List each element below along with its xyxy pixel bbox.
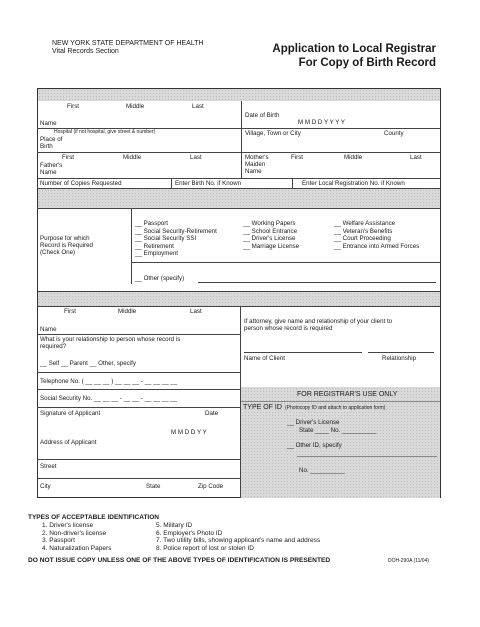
applicant-last-label: Last — [190, 308, 202, 315]
id-type-3: 3. Passport — [42, 537, 75, 545]
relationship-options[interactable]: __ Self __ Parent __ Other, specify — [40, 360, 136, 367]
id-type-5: 5. Military ID — [156, 522, 193, 529]
ssn-field[interactable]: Social Security No. __ __ __ - __ __ - __ __ __ __ — [40, 395, 178, 402]
id-types-left — [42, 522, 111, 552]
purpose-school-entrance[interactable]: __ School Entrance — [243, 227, 298, 235]
state-no-field[interactable]: State ____ No. __________ — [299, 427, 377, 434]
applicant-middle-label: Middle — [118, 308, 137, 315]
id-types-right — [156, 522, 320, 552]
father-label-2: Name — [40, 169, 57, 176]
hospital-label: Hospital (if not hospital, give street & number) — [54, 129, 156, 135]
subject-name-label: Name — [40, 120, 57, 127]
application-form — [37, 88, 441, 498]
state-label: State — [146, 483, 161, 490]
signature-date-format: M M D D Y Y — [171, 429, 207, 436]
form-title — [232, 42, 436, 70]
relationship-question-2: required? — [40, 343, 67, 350]
mother-label-3: Name — [245, 168, 262, 175]
mother-label-1: Mother's — [245, 154, 269, 161]
drivers-license-option[interactable]: __ Driver's License — [287, 419, 340, 426]
purpose-col-2 — [243, 220, 299, 250]
attorney-text-2: person whose record is required — [244, 325, 333, 332]
mother-middle-label: Middle — [344, 154, 363, 161]
purpose-working-papers[interactable]: __ Working Papers — [243, 220, 296, 227]
shaded-band-lower — [38, 292, 440, 306]
county-label: County — [384, 130, 404, 137]
subject-first-label: First — [67, 103, 80, 110]
id-type-6: 6. Employer's Photo ID — [156, 529, 223, 537]
purpose-label-2: Record is Required — [40, 242, 93, 249]
registrar-title: FOR REGISTRAR'S USE ONLY — [297, 391, 398, 398]
section-name: Vital Records Section — [52, 48, 119, 55]
subject-middle-label: Middle — [126, 103, 145, 110]
id-type-1: 1. Driver's license — [42, 522, 94, 529]
form-number: DOH-290A (11/04) — [388, 558, 430, 564]
warning-text: DO NOT ISSUE COPY UNLESS ONE OF THE ABOVE TYPES OF IDENTIFICATION IS PRESENTED — [28, 557, 331, 564]
telephone-field[interactable]: Telephone No. ( __ __ __ ) __ __ __ - __ __ __ __ — [40, 378, 178, 385]
signature-date-label: Date — [205, 410, 219, 417]
title-line-2: For Copy of Birth Record — [298, 57, 436, 69]
street-label: Street — [40, 463, 57, 470]
applicant-name-label: Name — [40, 326, 57, 333]
father-first-label: First — [62, 154, 75, 161]
mother-label-2: Maiden — [245, 161, 266, 168]
dept-header — [52, 40, 204, 56]
father-label-1: Father's — [40, 162, 63, 169]
mother-first-label: First — [291, 154, 304, 161]
father-last-label: Last — [190, 154, 202, 161]
registrar-box — [241, 387, 440, 498]
purpose-armed-forces[interactable]: __ Entrance into Armed Forces — [334, 242, 420, 250]
attorney-text-1: If attorney, give name and relationship of your client to — [244, 318, 393, 325]
purpose-label-1: Purpose for which — [40, 235, 90, 242]
purpose-other[interactable]: __ Other (specify) — [135, 275, 185, 282]
relationship-label: Relationship — [382, 355, 417, 362]
purpose-retirement[interactable]: __ Retirement — [135, 242, 174, 250]
place-label-2: Birth — [40, 143, 53, 150]
purpose-employment[interactable]: __ Employment — [135, 250, 178, 258]
shaded-band-top — [38, 89, 440, 101]
purpose-ss-retirement[interactable]: __ Social Security-Retirement — [135, 227, 217, 235]
zip-label: Zip Code — [198, 483, 224, 490]
type-of-id-label: TYPE OF ID — [243, 404, 282, 411]
purpose-marriage-license[interactable]: __ Marriage License — [243, 242, 300, 250]
purpose-ss-ssi[interactable]: __ Social Security SSI — [135, 235, 197, 243]
father-middle-label: Middle — [123, 154, 142, 161]
id-type-2: 2. Non-driver's license — [42, 529, 107, 537]
signature-label: Signature of Applicant — [40, 410, 101, 417]
title-line-1: Application to Local Registrar — [272, 43, 436, 55]
dob-label: Date of Birth — [245, 112, 280, 119]
type-of-id-note: (Photocopy ID and attach to application form) — [285, 405, 386, 411]
city-label: City — [40, 483, 51, 490]
id-types-heading: TYPES OF ACCEPTABLE IDENTIFICATION — [28, 514, 159, 521]
purpose-welfare[interactable]: __ Welfare Assistance — [334, 220, 396, 227]
village-label: Village, Town or City — [245, 130, 301, 137]
shaded-band-mid — [38, 189, 440, 208]
purpose-col-1 — [135, 220, 217, 258]
mother-last-label: Last — [410, 154, 422, 161]
applicant-first-label: First — [64, 308, 77, 315]
other-id-option[interactable]: __ Other ID, specify — [287, 442, 342, 449]
dob-format: M M D D Y Y Y Y — [298, 119, 346, 126]
id-type-7: 7. Two utility bills, showing applicant's name and address — [156, 537, 321, 545]
purpose-label-3: (Check One) — [40, 249, 76, 256]
subject-last-label: Last — [192, 103, 204, 110]
registrar-no-field[interactable]: No. __________ — [299, 467, 345, 474]
id-type-4: 4. Naturalization Papers — [42, 544, 112, 552]
place-label-1: Place of — [40, 136, 63, 143]
client-name-label: Name of Client — [244, 355, 285, 362]
address-label: Address of Applicant — [40, 439, 97, 446]
purpose-passport[interactable]: __ Passport — [135, 220, 169, 227]
birth-no-label: Enter Birth No. if Known — [175, 180, 242, 187]
purpose-court[interactable]: __ Court Proceeding — [334, 235, 391, 243]
copies-label: Number of Copies Requested — [40, 180, 122, 187]
local-reg-label: Enter Local Registration No. if Known — [302, 180, 405, 187]
id-type-8: 8. Police report of lost or stolen ID — [156, 544, 254, 552]
relationship-question-1: What is your relationship to person whose record is — [40, 336, 181, 343]
purpose-col-3 — [334, 220, 419, 250]
dept-name: NEW YORK STATE DEPARTMENT OF HEALTH — [52, 40, 204, 47]
purpose-drivers-license[interactable]: __ Driver's License — [243, 235, 296, 243]
purpose-veterans[interactable]: __ Veteran's Benefits — [334, 227, 393, 235]
